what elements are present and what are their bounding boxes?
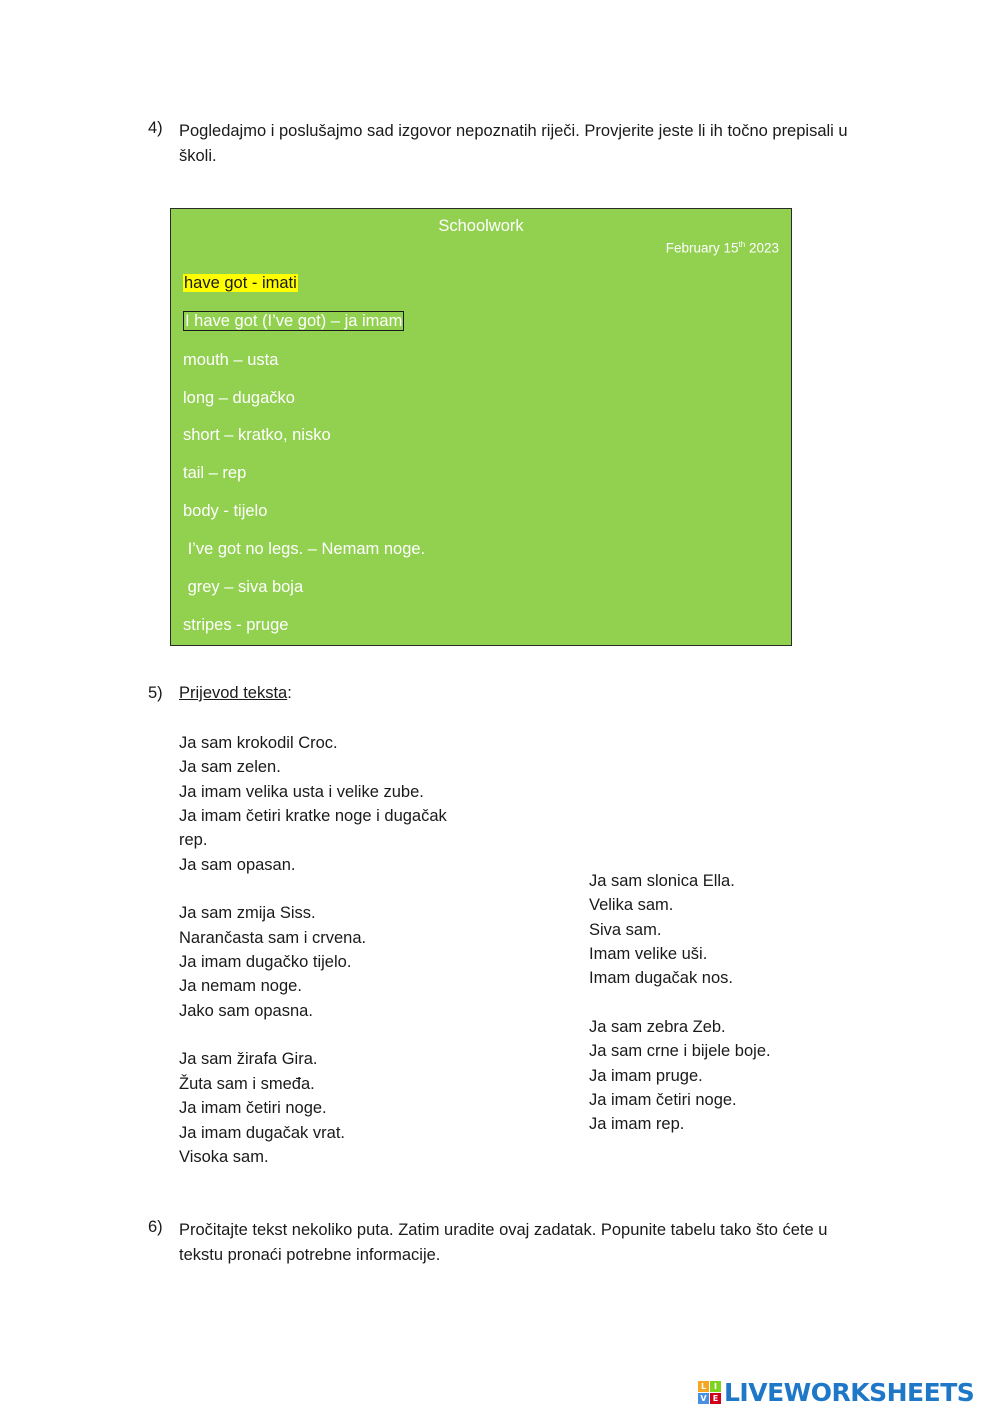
translation-right-column bbox=[589, 869, 771, 1137]
logo-text: LIVEWORKSHEETS bbox=[724, 1377, 975, 1407]
vocab-item: body - tijelo bbox=[183, 502, 268, 520]
task5-heading: Prijevod teksta: bbox=[179, 684, 292, 702]
task5-number: 5) bbox=[148, 684, 163, 702]
text-line: rep. bbox=[179, 831, 208, 850]
text-line: Ja sam krokodil Croc. bbox=[179, 734, 338, 752]
vocab-item: short – kratko, nisko bbox=[183, 426, 331, 444]
liveworksheets-logo bbox=[698, 1377, 974, 1407]
text-line: Narančasta sam i crvena. bbox=[179, 928, 367, 947]
text-line: Ja imam rep. bbox=[589, 1115, 685, 1134]
text-line: Ja sam slonica Ella. bbox=[589, 872, 735, 890]
text-line: Ja imam dugačko tijelo. bbox=[179, 953, 352, 972]
vocab-item: I have got (I’ve got) – ja imam bbox=[185, 312, 403, 330]
text-line: Ja sam zelen. bbox=[179, 758, 281, 777]
vocab-item: tail – rep bbox=[183, 464, 247, 482]
blank-line bbox=[179, 877, 447, 901]
task4-number: 4) bbox=[148, 119, 163, 137]
task6-instruction: Pročitajte tekst nekoliko puta. Zatim uradite ovaj zadatak. Popunite tabelu tako što ćete u tekstu pronaći potrebne informacije. bbox=[179, 1221, 828, 1264]
text-line: Jako sam opasna. bbox=[179, 1001, 313, 1020]
logo-squares-icon: L I V E bbox=[698, 1381, 721, 1404]
text-line: Visoka sam. bbox=[179, 1147, 269, 1166]
blank-line bbox=[589, 991, 771, 1015]
text-line: Imam dugačak nos. bbox=[589, 969, 733, 988]
text-line: Ja sam zebra Zeb. bbox=[589, 1018, 726, 1037]
task6-number: 6) bbox=[148, 1218, 163, 1236]
text-line: Ja imam četiri kratke noge i dugačak bbox=[179, 807, 447, 826]
text-line: Žuta sam i smeđa. bbox=[179, 1074, 315, 1093]
text-line: Ja imam dugačak vrat. bbox=[179, 1123, 345, 1142]
task4-instruction: Pogledajmo i poslušajmo sad izgovor nepoznatih riječi. Provjerite jeste li ih točno prepisali u školi. bbox=[179, 122, 848, 165]
text-line: Velika sam. bbox=[589, 896, 674, 915]
vocab-item: long – dugačko bbox=[183, 389, 295, 407]
text-line: Ja imam velika usta i velike zube. bbox=[179, 782, 424, 801]
text-line: Ja sam zmija Siss. bbox=[179, 904, 316, 923]
text-line: Ja sam crne i bijele boje. bbox=[589, 1042, 771, 1061]
text-line: Ja imam četiri noge. bbox=[589, 1091, 737, 1110]
blank-line bbox=[179, 1023, 447, 1047]
vocab-item: mouth – usta bbox=[183, 351, 279, 369]
schoolwork-box bbox=[170, 208, 792, 646]
text-line: Ja imam četiri noge. bbox=[179, 1099, 327, 1118]
schoolwork-date: February 15th 2023 bbox=[665, 240, 779, 256]
text-line: Ja imam pruge. bbox=[589, 1066, 703, 1085]
schoolwork-title: Schoolwork bbox=[438, 217, 524, 235]
text-line: Siva sam. bbox=[589, 920, 662, 939]
vocab-item: I’ve got no legs. – Nemam noge. bbox=[183, 540, 426, 558]
vocab-item: stripes - pruge bbox=[183, 616, 289, 634]
text-line: Imam velike uši. bbox=[589, 945, 708, 964]
vocab-item: have got - imati bbox=[184, 274, 297, 292]
vocab-item: grey – siva boja bbox=[183, 578, 304, 596]
translation-left-column bbox=[179, 731, 447, 1169]
text-line: Ja sam žirafa Gira. bbox=[179, 1050, 318, 1069]
text-line: Ja nemam noge. bbox=[179, 977, 302, 996]
text-line: Ja sam opasan. bbox=[179, 855, 296, 874]
